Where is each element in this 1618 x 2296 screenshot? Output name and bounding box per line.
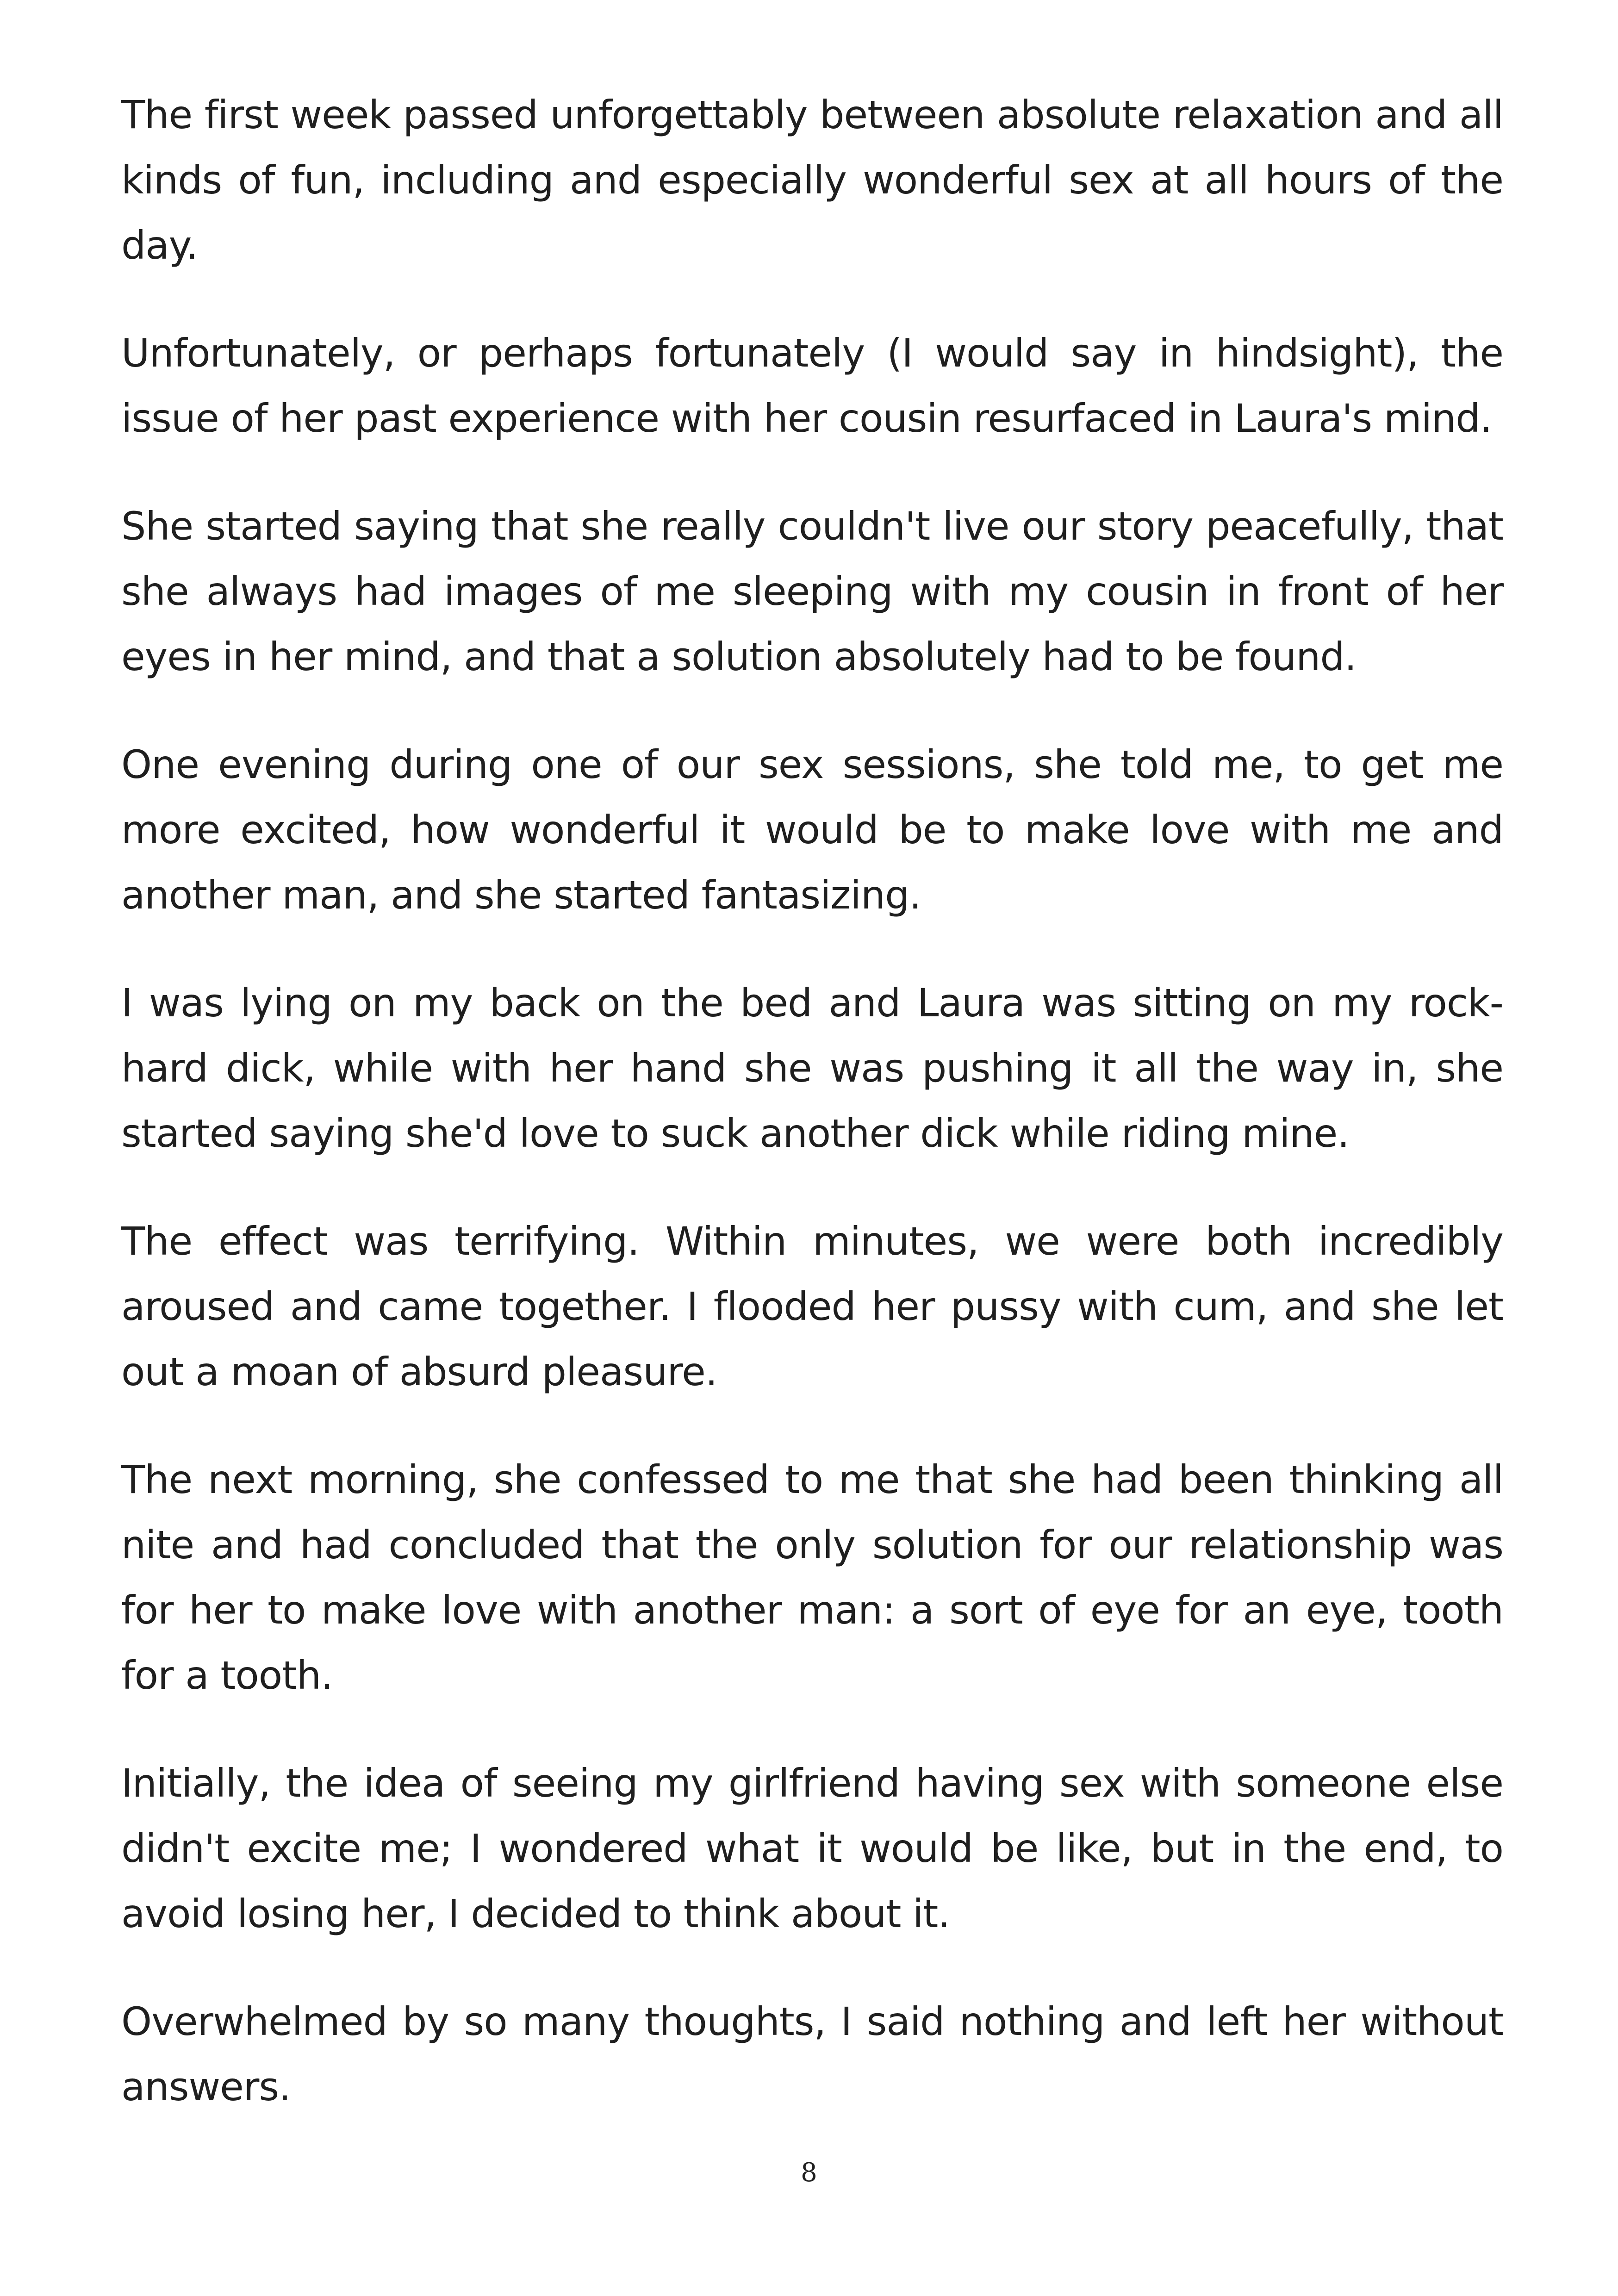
paragraph-9: Overwhelmed by so many thoughts, I said nothing and left her without answers. [121,1999,1503,2109]
paragraph-1: The first week passed unforgettably between absolute relaxation and all kinds of fun, including and especially wonderful sex at all hours of the day. [121,92,1503,268]
page-number: 8 [801,2158,817,2188]
paragraph-2: Unfortunately, or perhaps fortunately (I would say in hindsight), the issue of her past experience with her cousin resurfaced in Laura's mind. [121,330,1503,441]
paragraph-3: She started saying that she really couldn't live our story peacefully, that she always had images of me sleeping with my cousin in front of her eyes in her mind, and that a solution absolutely had to be found. [121,504,1503,679]
paragraph-4: One evening during one of our sex sessions, she told me, to get me more excited, how wonderful it would be to make love with me and another man, and she started fantasizing. [121,742,1503,918]
paragraph-6: The effect was terrifying. Within minutes, we were both incredibly aroused and came together. I flooded her pussy with cum, and she let out a moan of absurd pleasure. [121,1219,1503,1394]
paragraph-7: The next morning, she confessed to me that she had been thinking all nite and had concluded that the only solution for our relationship was for her to make love with another man: a sort of eye for an eye, tooth for a tooth. [121,1457,1503,1698]
body-text [121,82,1503,2162]
paragraph-5: I was lying on my back on the bed and Laura was sitting on my rock-hard dick, while with her hand she was pushing it all the way in, she started saying she'd love to suck another dick while riding mine. [121,980,1503,1156]
paragraph-8: Initially, the idea of seeing my girlfriend having sex with someone else didn't excite me; I wondered what it would be like, but in the end, to avoid losing her, I decided to think about it. [121,1761,1503,1936]
